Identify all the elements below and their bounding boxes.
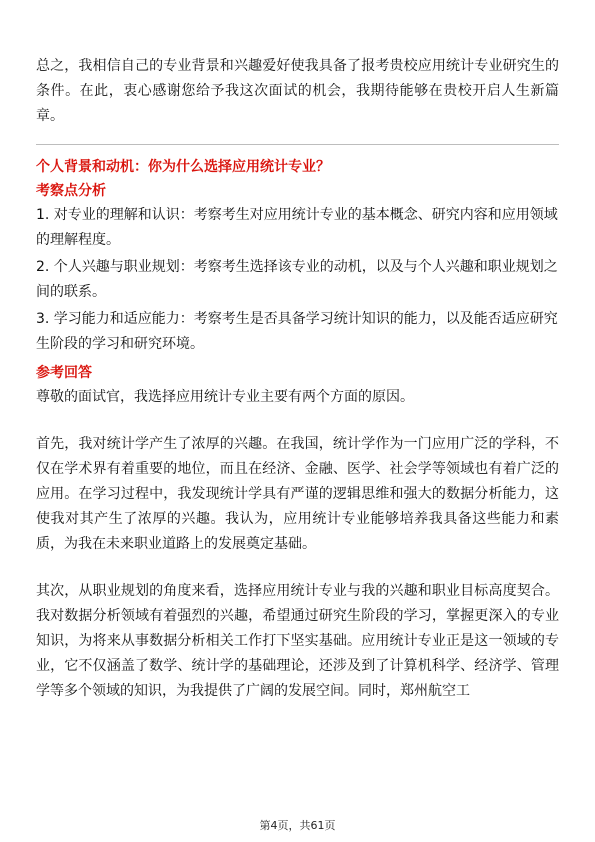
section-title: 个人背景和动机：你为什么选择应用统计专业？ [36,159,330,175]
analysis-item: 3. 学习能力和适应能力：考察考生是否具备学习统计知识的能力，以及能否适应研究生阶段的学习和研究环境。 [36,311,558,352]
intro-paragraph: 总之，我相信自己的专业背景和兴趣爱好使我具备了报考贵校应用统计专业研究生的条件。在此，衷心感谢您给予我这次面试的机会，我期待能够在贵校开启人生新篇章。 [36,58,559,124]
paragraph-spacer [36,410,559,432]
reference-heading: 参考回答 [36,365,92,381]
paragraph-spacer [36,557,559,579]
analysis-item: 1. 对专业的理解和认识：考察考生对应用统计专业的基本概念、研究内容和应用领域的理解程度。 [36,207,558,248]
analysis-item: 2. 个人兴趣与职业规划：考察考生选择该专业的动机，以及与个人兴趣和职业规划之间的联系。 [36,259,558,300]
answer-paragraph: 尊敬的面试官，我选择应用统计专业主要有两个方面的原因。 [36,389,414,405]
analysis-list [36,203,559,357]
analysis-heading: 考察点分析 [36,183,106,199]
answer-paragraph: 首先，我对统计学产生了浓厚的兴趣。在我国，统计学作为一门应用广泛的学科，不仅在学术界有着重要的地位，而且在经济、金融、医学、社会学等领域也有着广泛的应用。在学习过程中，我发现统计学具有严谨的逻辑思维和强大的数据分析能力，这使我对其产生了浓厚的兴趣。我认为，应用统计专业能够培养我具备这些能力和素质，为我在未来职业道路上的发展奠定基础。 [36,436,559,552]
answer-paragraph: 其次，从职业规划的角度来看，选择应用统计专业与我的兴趣和职业目标高度契合。我对数据分析领域有着强烈的兴趣，希望通过研究生阶段的学习，掌握更深入的专业知识，为将来从事数据分析相关工作打下坚实基础。应用统计专业正是这一领域的专业，它不仅涵盖了数学、统计学的基础理论，还涉及到了计算机科学、经济学、管理学等多个领域的知识，为我提供了广阔的发展空间。同时，郑州航空工 [36,583,559,699]
section-divider [36,144,559,145]
page-number-footer: 第4页，共61页 [259,819,336,832]
document-page [36,54,559,704]
